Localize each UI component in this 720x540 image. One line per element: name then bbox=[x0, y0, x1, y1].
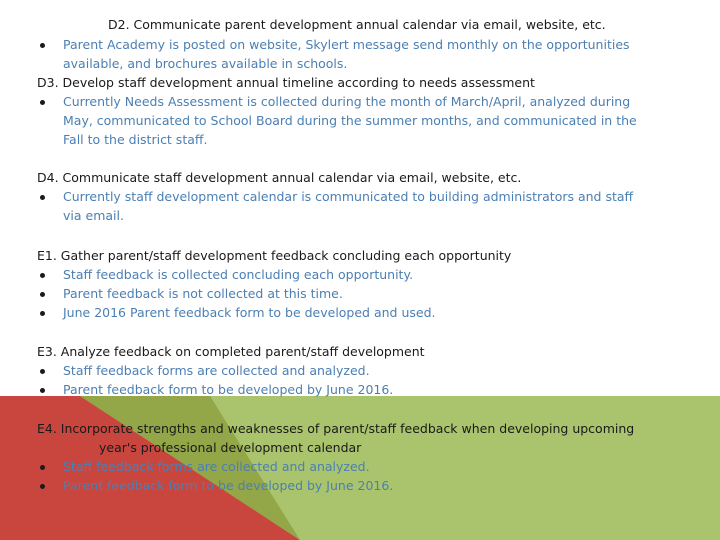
bullet-dot-icon bbox=[40, 195, 45, 200]
bullet-text: Staff feedback is collected concluding each opportunity. bbox=[63, 267, 414, 282]
bullet-text: May, communicated to School Board during the summer months, and communicated in the bbox=[63, 113, 637, 128]
section-heading: E3. Analyze feedback on completed parent/staff development bbox=[37, 344, 425, 359]
bullet-dot-icon bbox=[40, 388, 45, 393]
bullet-text: Parent feedback is not collected at this time. bbox=[63, 286, 343, 301]
bullet-text: via email. bbox=[63, 208, 124, 223]
section-heading: D3. Develop staff development annual timeline according to needs assessment bbox=[37, 75, 535, 90]
bullet-dot-icon bbox=[40, 292, 45, 297]
section-heading: E1. Gather parent/staff development feedback concluding each opportunity bbox=[37, 248, 512, 263]
bullet-text: Staff feedback forms are collected and analyzed. bbox=[63, 363, 370, 378]
bullet-text: Fall to the district staff. bbox=[63, 132, 208, 147]
bullet-text: Currently staff development calendar is communicated to building administrators and staff bbox=[63, 189, 634, 204]
bullet-dot-icon bbox=[40, 100, 45, 105]
bullet-dot-icon bbox=[40, 273, 45, 278]
bullet-text: Parent feedback form to be developed by June 2016. bbox=[63, 478, 394, 493]
bullet-text: Parent Academy is posted on website, Skylert message send monthly on the opportunities bbox=[63, 37, 630, 52]
bullet-dot-icon bbox=[40, 484, 45, 489]
bullet-text: available, and brochures available in schools. bbox=[63, 56, 348, 71]
bullet-dot-icon bbox=[40, 369, 45, 374]
section-heading: D4. Communicate staff development annual calendar via email, website, etc. bbox=[37, 170, 522, 185]
bullet-text: Currently Needs Assessment is collected during the month of March/April, analyzed during bbox=[63, 94, 631, 109]
section-heading-continued: year's professional development calendar bbox=[99, 440, 362, 455]
bullet-text: June 2016 Parent feedback form to be developed and used. bbox=[63, 305, 436, 320]
bullet-dot-icon bbox=[40, 311, 45, 316]
bullet-dot-icon bbox=[40, 43, 45, 48]
section-heading: E4. Incorporate strengths and weaknesses of parent/staff feedback when developing upcoming bbox=[37, 421, 635, 436]
section-heading: D2. Communicate parent development annual calendar via email, website, etc. bbox=[108, 17, 606, 32]
bullet-dot-icon bbox=[40, 465, 45, 470]
bullet-text: Staff feedback forms are collected and analyzed. bbox=[63, 459, 370, 474]
bullet-text: Parent feedback form to be developed by June 2016. bbox=[63, 382, 394, 397]
